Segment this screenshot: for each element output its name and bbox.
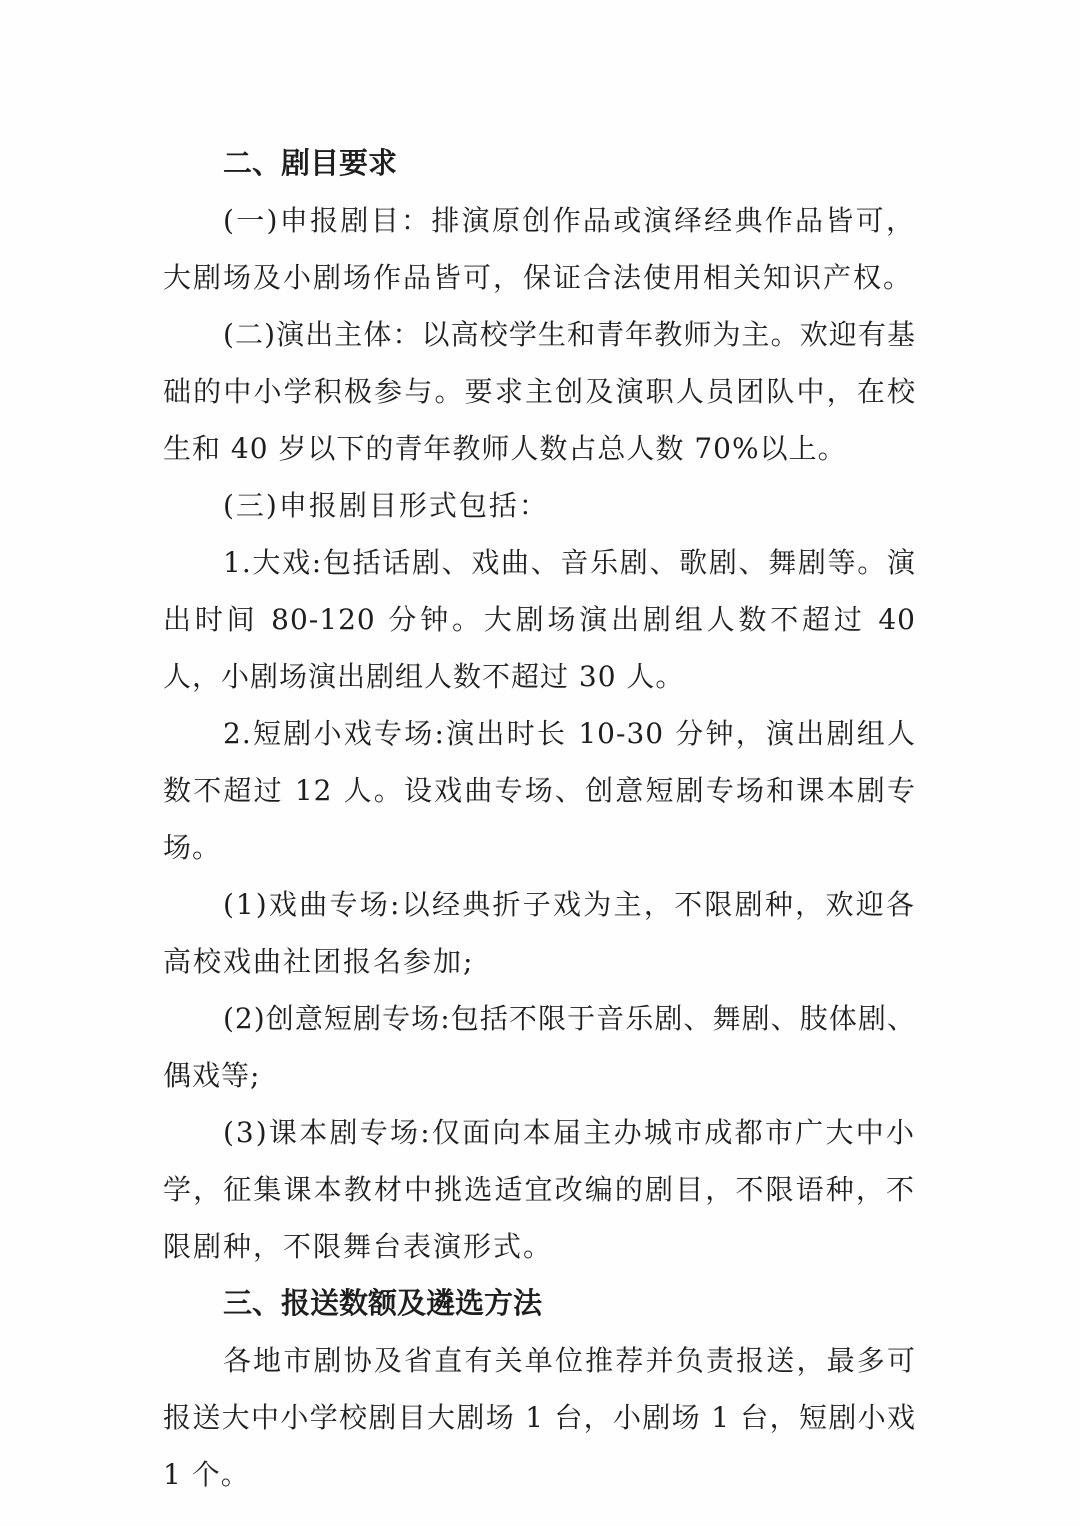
- section-heading-requirements: 二、剧目要求: [223, 146, 398, 180]
- paragraph-opera-session: (1)戏曲专场:以经典折子戏为主，不限剧种，欢迎各高校戏曲社团报名参加;: [163, 888, 916, 978]
- paragraph-quota: 各地市剧协及省直有关单位推荐并负责报送，最多可报送大中小学校剧目大剧场 1 台，小剧场 1 台，短剧小戏 1 个。: [163, 1344, 916, 1491]
- section-heading-quota: 三、报送数额及遴选方法: [223, 1286, 543, 1320]
- paragraph-submitted-works: (一)申报剧目：排演原创作品或演绎经典作品皆可，大剧场及小剧场作品皆可，保证合法使用相关知识产权。: [163, 204, 916, 294]
- paragraph-textbook-session: (3)课本剧专场:仅面向本届主办城市成都市广大中小学，征集课本教材中挑选适宜改编的剧目，不限语种，不限剧种，不限舞台表演形式。: [163, 1116, 916, 1263]
- paragraph-short-plays: 2.短剧小戏专场:演出时长 10-30 分钟，演出剧组人数不超过 12 人。设戏曲专场、创意短剧专场和课本剧专场。: [163, 717, 916, 864]
- paragraph-creative-session: (2)创意短剧专场:包括不限于音乐剧、舞剧、肢体剧、偶戏等;: [163, 1002, 916, 1092]
- paragraph-forms-intro: (三)申报剧目形式包括：: [223, 489, 549, 522]
- paragraph-performers: (二)演出主体：以高校学生和青年教师为主。欢迎有基础的中小学积极参与。要求主创及演职人员团队中，在校生和 40 岁以下的青年教师人数占总人数 70%以上。: [163, 318, 916, 465]
- paragraph-major-play: 1.大戏:包括话剧、戏曲、音乐剧、歌剧、舞剧等。演出时间 80-120 分钟。大剧场演出剧组人数不超过 40 人，小剧场演出剧组人数不超过 30 人。: [163, 546, 916, 693]
- document-body: [163, 135, 916, 1503]
